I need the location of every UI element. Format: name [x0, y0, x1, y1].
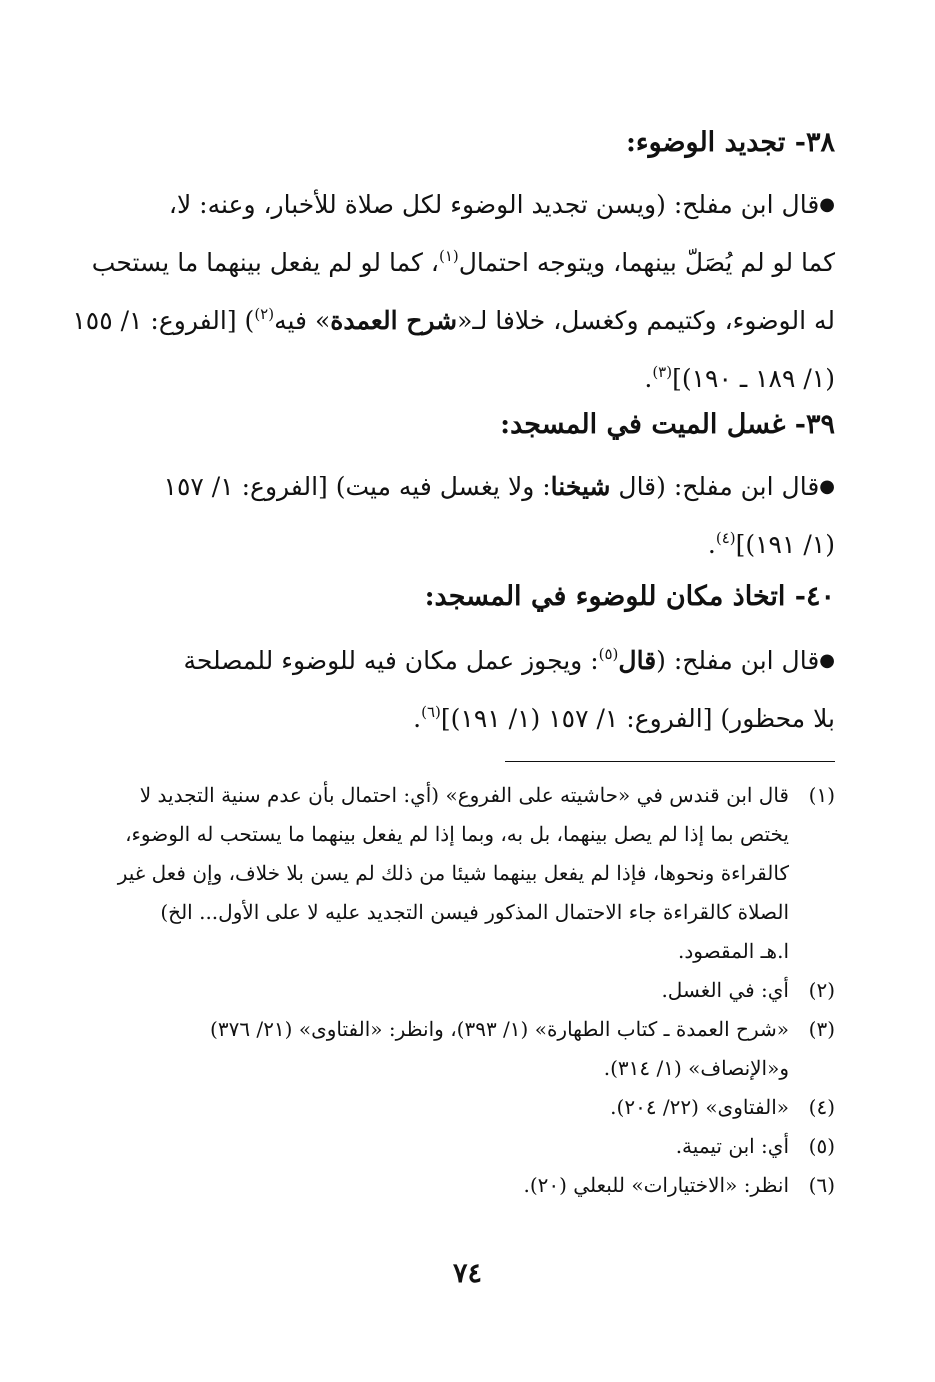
- footnote-number: (٣): [808, 1017, 835, 1041]
- footnote-ref[interactable]: (٦): [421, 703, 441, 721]
- section-paragraph-39: [100, 458, 835, 574]
- footnote-2: [95, 971, 835, 1010]
- footnote-ref[interactable]: (٤): [715, 529, 736, 547]
- footnote-ref[interactable]: (٢): [254, 305, 275, 323]
- section-heading-40: ٤٠- اتخاذ مكان للوضوء في المسجد:: [424, 581, 835, 612]
- quoted-name: شيخنا: [550, 472, 611, 501]
- footnote-ref[interactable]: (١): [438, 247, 459, 265]
- paragraph-line: (١/ ١٩١)]$^{(٤)}$.: [707, 529, 835, 559]
- footnote-6: [95, 1166, 835, 1205]
- section-heading-39: ٣٩- غسل الميت في المسجد:: [500, 409, 835, 440]
- paragraph-line: بلا محظور) [الفروع: ١/ ١٥٧ (١/ ١٩١)]$^{(٦)}$.: [413, 703, 835, 733]
- footnote-text: انظر: «الاختيارات» للبعلي (٢٠).: [523, 1173, 789, 1197]
- footnote-number: (١): [808, 783, 835, 807]
- footnote-number: (٥): [808, 1134, 835, 1158]
- bullet-icon: ●: [819, 194, 835, 215]
- footnote-separator: [505, 761, 835, 762]
- section-paragraph-40: [100, 632, 835, 748]
- paragraph-line: كما لو لم يُصَلّ بينهما، ويتوجه احتمال$^{(١)}$، كما لو لم يفعل بينهما ما يستحب: [91, 247, 835, 277]
- footnote-4: [95, 1088, 835, 1127]
- quoted-word: قال: [618, 646, 657, 675]
- footnote-ref[interactable]: (٥): [598, 645, 619, 663]
- footnote-text: «الفتاوى» (٢٢/ ٢٠٤).: [610, 1095, 789, 1119]
- footnote-number: (٢): [808, 978, 835, 1002]
- section-heading-38: ٣٨- تجديد الوضوء:: [625, 127, 835, 158]
- footnote-text: أي: في الغسل.: [661, 978, 789, 1002]
- paragraph-line: ●قال ابن مفلح: (قال شيخنا: ولا يغسل فيه ميت) [الفروع: ١/ ١٥٧: [163, 472, 835, 501]
- paragraph-line: له الوضوء، وكتيمم وكغسل، خلافا لـ«شرح العمدة» فيه$^{(٢)}$) [الفروع: ١/ ١٥٥: [72, 305, 835, 335]
- footnote-text: أي: ابن تيمية.: [675, 1134, 789, 1158]
- footnote-number: (٤): [808, 1095, 835, 1119]
- section-paragraph-38: [72, 176, 835, 408]
- paragraph-line: ●قال ابن مفلح: (ويسن تجديد الوضوء لكل صلاة للأخبار، وعنه: لا،: [168, 190, 835, 219]
- paragraph-line: (١/ ١٨٩ ـ ١٩٠)]$^{(٣)}$.: [644, 363, 835, 393]
- footnote-ref[interactable]: (٣): [652, 363, 673, 381]
- footnote-text: قال ابن قندس في «حاشيته على الفروع» (أي: احتمال بأن عدم سنية التجديد لا يختص بما إذا لم يصل بينهما، بل به، وبما إذا لم يفعل بينهما ما يستحب له الوضوء، كالقراءة ونحوها، فإذا لم يفعل بينهما شيئا من ذلك لم يسن بلا خلاف، وإن فعل غير الصلاة كالقراءة جاء الاحتمال المذكور فيسن التجديد عليه لا على الأول... الخ) ا.هـ المقصود.: [117, 783, 789, 963]
- footnote-5: [95, 1127, 835, 1166]
- footnote-3: [95, 1010, 835, 1088]
- page-number: ٧٤: [452, 1258, 482, 1289]
- footnote-number: (٦): [808, 1173, 835, 1197]
- footnote-1: [95, 776, 835, 971]
- book-title: شرح العمدة: [330, 306, 458, 335]
- bullet-icon: ●: [819, 476, 835, 497]
- paragraph-line: ●قال ابن مفلح: (قال$^{(٥)}$: ويجوز عمل مكان فيه للوضوء للمصلحة: [183, 645, 835, 675]
- footnotes: [95, 776, 835, 1205]
- footnote-text: «شرح العمدة ـ كتاب الطهارة» (١/ ٣٩٣)، وانظر: «الفتاوى» (٢١/ ٣٧٦) و«الإنصاف» (١/ ٣١٤).: [210, 1017, 789, 1080]
- bullet-icon: ●: [819, 650, 835, 671]
